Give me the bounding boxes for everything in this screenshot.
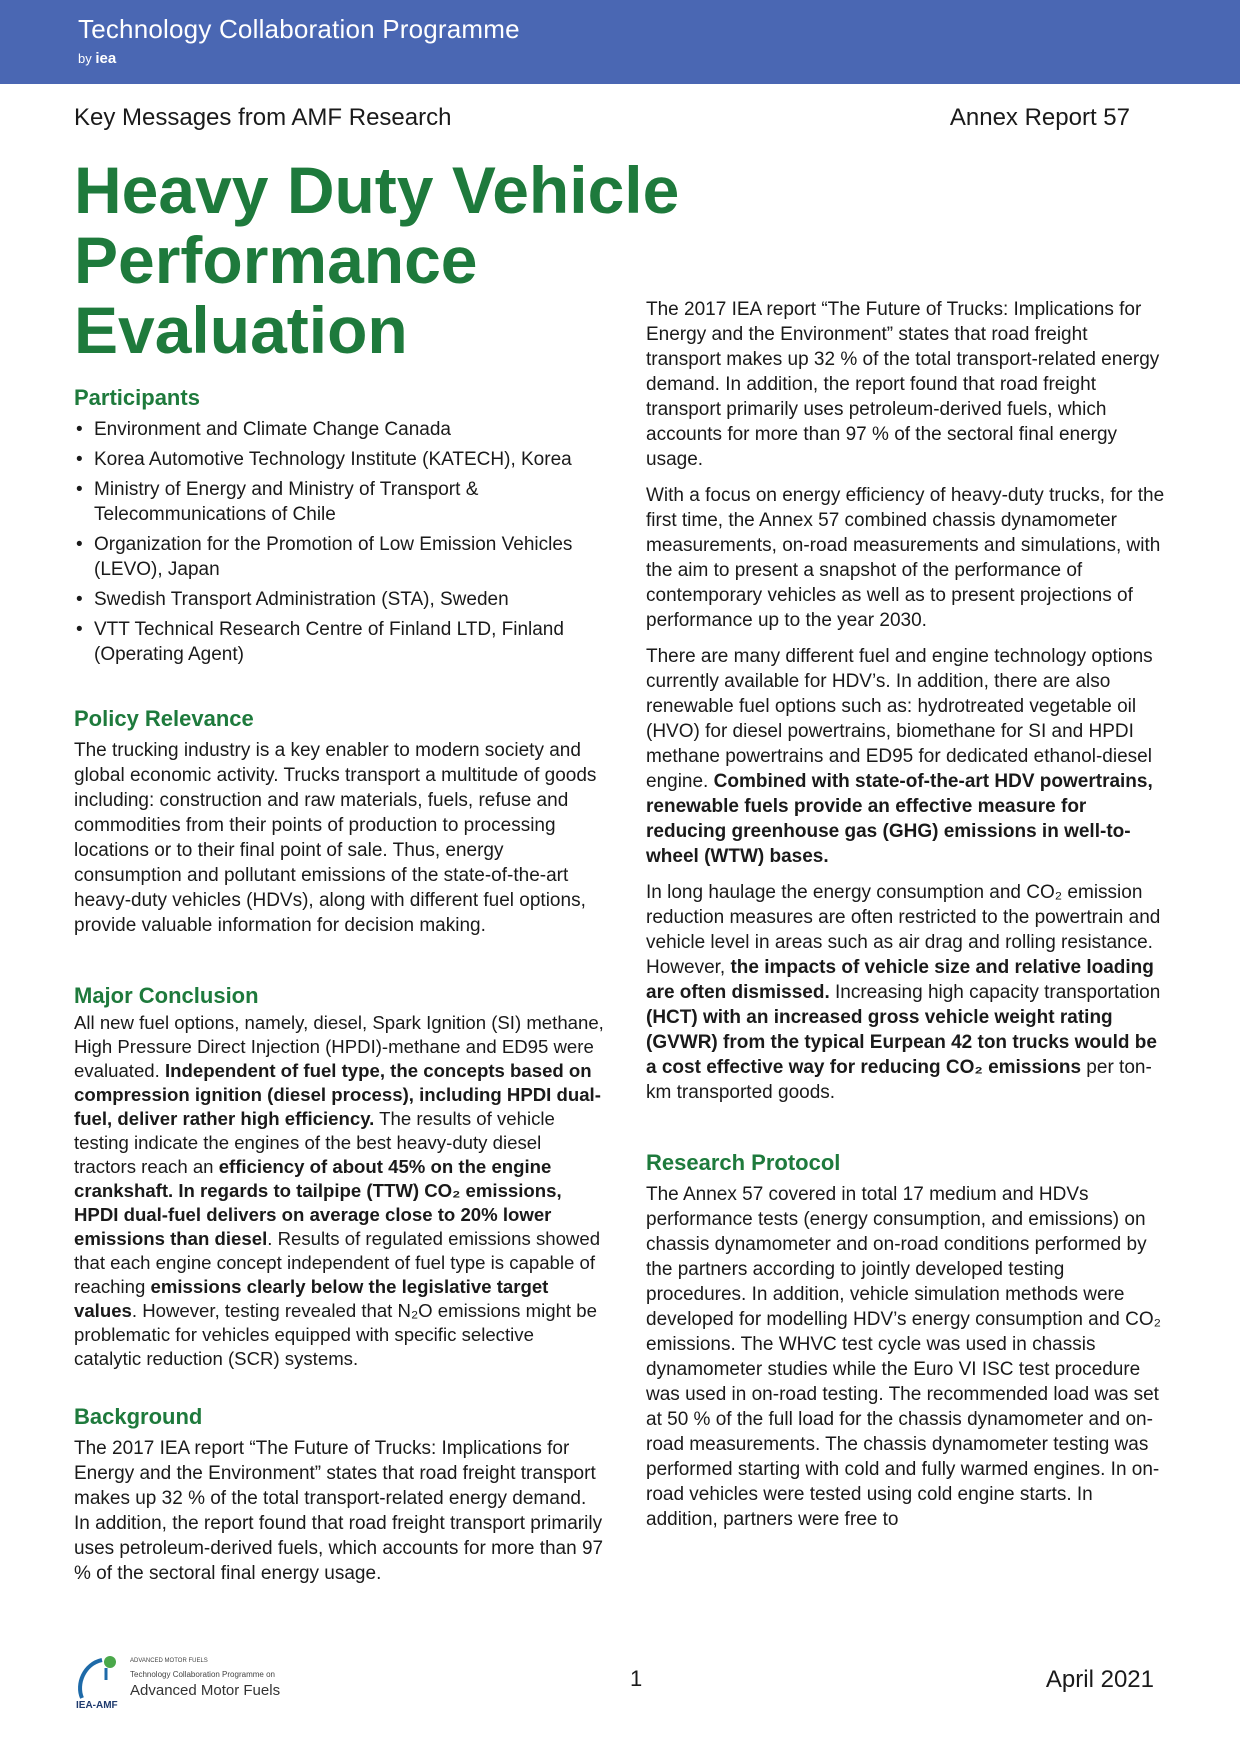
- background-heading: Background: [74, 1404, 203, 1429]
- banner-subtitle: [78, 50, 116, 67]
- logo-small-text: ADVANCED MOTOR FUELS: [130, 1658, 208, 1664]
- participants-heading: Participants: [74, 385, 200, 410]
- participants-list: [74, 417, 604, 667]
- background-text-1: The 2017 IEA report “The Future of Trucks: Implications for Energy and the Environment” states that road freight transport makes up 32 % of the total transport-related energy demand. In addition, the report found that road freight transport primarily uses petroleum-derived fuels, which accounts for more than 97 % of the sectoral final energy usage.: [74, 1438, 604, 1584]
- policy-text: The trucking industry is a key enabler to modern society and global economic activity. Trucks transport a multitude of goods including: construction and raw materials, fuels, refuse and commodities from their points of production to processing locations or to their final point of sale. Thus, energy consumption and pollutant emissions of the state-of-the-art heavy-duty vehicles (HDVs), along with different fuel options, provide valuable information for decision making.: [74, 740, 597, 936]
- participant-item: • Korea Automotive Technology Institute (KATECH), Korea: [74, 447, 604, 472]
- left-column: [74, 385, 604, 1584]
- footer-date: April 2021: [1045, 1666, 1154, 1693]
- participant-item: • Environment and Climate Change Canada: [74, 417, 604, 442]
- amf-logo-icon: [72, 1650, 128, 1710]
- amf-logo: [72, 1650, 302, 1710]
- major-conclusion-heading: Major Conclusion: [74, 983, 259, 1008]
- participant-item: • Ministry of Energy and Ministry of Transport & Telecommunications of Chile: [74, 477, 604, 527]
- page-number: 1: [630, 1666, 643, 1691]
- background-text-3: There are many different fuel and engine technology options currently available for HDV’s. In addition, there are also renewable fuel options such as: hydrotreated vegetable oil (HVO) for diesel powertrains, biomethane for SI and HPDI methane powertrains and ED95 for dedicated ethanol-diesel engine. Combined with state-of-the-art HDV powertrains, renewable fuels provide an effective measure for reducing greenhouse gas (GHG) emissions in well-to-wheel (WTW) bases.: [646, 646, 1153, 867]
- top-banner: [0, 0, 1240, 84]
- participant-item: • Swedish Transport Administration (STA), Sweden: [74, 587, 604, 612]
- background-text-2: With a focus on energy efficiency of heavy-duty trucks, for the first time, the Annex 57 combined chassis dynamometer measurements, on-road measurements and simulations, with the aim to present a snapshot of the performance of contemporary vehicles as well as to present projections of performance up to the year 2030.: [646, 485, 1165, 631]
- research-protocol-text: The Annex 57 covered in total 17 medium and HDVs performance tests (energy consumption, and emissions) on chassis dynamometer and on-road conditions performed by the partners according to jointly developed testing procedures. In addition, vehicle simulation methods were developed for modelling HDV’s energy consumption and CO₂ emissions. The WHVC test cycle was used in chassis dynamometer studies while the Euro VI ISC test procedure was used in on-road testing. The recommended load was set at 50 % of the full load for the chassis dynamometer and on-road measurements. The chassis dynamometer testing was performed starting with cold and fully warmed engines. In on-road vehicles were tested using cold engine starts. In addition, partners were free to: [646, 1184, 1162, 1530]
- participant-item: • Organization for the Promotion of Low Emission Vehicles (LEVO), Japan: [74, 532, 604, 582]
- participant-item: • VTT Technical Research Centre of Finland LTD, Finland (Operating Agent): [74, 617, 604, 667]
- page-title: Heavy Duty Vehicle Performance Evaluation: [74, 153, 680, 367]
- research-protocol-heading: Research Protocol: [646, 1150, 841, 1175]
- header-series: Key Messages from AMF Research: [74, 104, 452, 131]
- banner-title: Technology Collaboration Programme: [78, 14, 520, 44]
- background-text-4: In long haulage the energy consumption and CO₂ emission reduction measures are often restricted to the powertrain and vehicle level in areas such as air drag and rolling resistance. However, the impacts of vehicle size and relative loading are often dismissed. Increasing high capacity transportation (HCT) with an increased gross vehicle weight rating (GVWR) from the typical Eurpean 42 ton trucks would be a cost effective way for reducing CO₂ emissions per ton-km transported goods.: [646, 882, 1161, 1103]
- banner-by: by: [78, 51, 92, 66]
- logo-line-1: Technology Collaboration Programme on: [130, 1670, 275, 1679]
- header-report-number: Annex Report 57: [949, 104, 1130, 131]
- major-conclusion-text: All new fuel options, namely, diesel, Spark Ignition (SI) methane, High Pressure Direct Injection (HPDI)-methane and ED95 were evaluated. Independent of fuel type, the concepts based on compression ignition (diesel process), including HPDI dual-fuel, deliver rather high efficiency. The results of vehicle testing indicate the engines of the best heavy-duty diesel tractors reach an efficiency of about 45% on the engine crankshaft. In regards to tailpipe (TTW) CO₂ emissions, HPDI dual-fuel delivers on average close to 20% lower emissions than diesel. Results of regulated emissions showed that each engine concept independent of fuel type is capable of reaching emissions clearly below the legislative target values. However, testing revealed that N₂O emissions might be problematic for vehicles equipped with specific selective catalytic reduction (SCR) systems.: [74, 1012, 604, 1369]
- background-text-1-continued: The 2017 IEA report “The Future of Trucks: Implications for Energy and the Environment” states that road freight transport makes up 32 % of the total transport-related energy demand. In addition, the report found that road freight transport primarily uses petroleum-derived fuels, which accounts for more than 97 % of the sectoral final energy usage.: [646, 299, 1160, 470]
- logo-line-2: Advanced Motor Fuels: [130, 1682, 281, 1699]
- iea-logo: iea: [95, 50, 117, 67]
- svg-text:IEA-AMF: IEA-AMF: [76, 1700, 118, 1711]
- right-column: [646, 299, 1166, 1543]
- policy-heading: Policy Relevance: [74, 706, 254, 731]
